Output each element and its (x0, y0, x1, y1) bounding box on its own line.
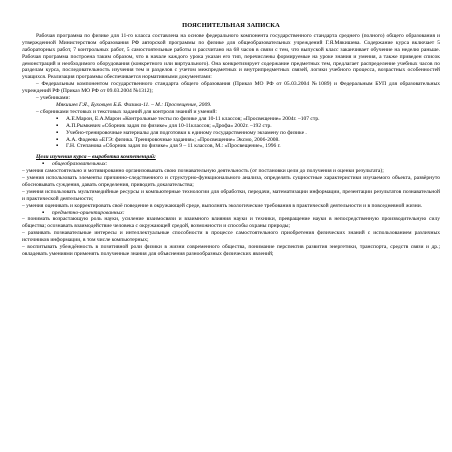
page-title: ПОЯСНИТЕЛЬНАЯ ЗАПИСКА (182, 22, 280, 29)
standard-paragraph: – Федеральным компонентом государственного стандарта общего образования (Приказ МО РФ от 05.03.2004 №1089) и Федеральным БУП для образовательных учреждений РФ (Приказ МО РФ от 09.03.2004 №1312); (22, 81, 440, 95)
list-item: ▪ Учебно-тренировочные материалы для подготовки к единому государственному экзамену по физике . (66, 130, 440, 137)
collections-label: – сборниками тестовых и текстовых заданий для контроля знаний и умений: (36, 108, 217, 115)
subject-competency: – развивать познавательные интересы и интеллектуальные способности в процессе самостоятельного приобретения физических знаний с использованием различных источников информации, в том числе компьютерных; (22, 230, 440, 244)
general-competencies-label: ▪ общеобразовательных: (22, 161, 440, 168)
list-item: ▪ А.Е.Марон, Е.А.Марон «Контрольные тесты по физике для 10-11 классов; «Просвещение» 2004г. –107 стр. (66, 116, 440, 123)
list-item: ▪ А.А. Фадеева «ЕГЭ: физика. Тренировочные задания»; «Просвещение» Эксмо, 2006-2008. (66, 137, 440, 144)
textbooks-label: – учебниками: (36, 95, 71, 102)
subject-competencies-label: ▪ предметно-ориентированных: (22, 210, 440, 217)
general-competency: – умения использовать мультимедийные ресурсы и компьютерные технологии для обработки, передачи, математизации информации, презентации результатов познавательной и практической деятельности; (22, 188, 440, 202)
collections-list (22, 116, 440, 151)
general-competency: – умения оценивать и корректировать своё поведение в окружающей среде, выполнять экологические требования в практической деятельности и в повседневной жизни. (22, 202, 423, 209)
goals-heading: Цели изучения курса – выработка компетенций: (36, 154, 156, 161)
general-competency: – умения самостоятельно и мотивированно организовывать свою познавательную деятельность (от постановки цели до получения и оценки результата); (22, 168, 384, 175)
subject-competency: – воспитывать убеждённость в позитивной роли физики в жизни современного общества, понимание перспектив развития энергетики, транспорта, средств связи и др.; овладевать умениями применять полученные знания для объяснения разнообразных физических явлений; (22, 244, 440, 257)
intro-paragraph: Рабочая программа по физике для 11-го класса составлена на основе федерального компонента государственного стандарта среднего (полного) общего образования и утвержденной Министерством образования РФ авторской программы по физике для общеобразовательных учреждений Г.Я.Мякишева. Содержание курса включает 5 лабораторных работ, 7 контрольных работ, 5 самостоятельные работы и рассчитано на 68 часов в связи с тем, что выпуской класс заканчивает обучение на неделю раньше. Рабочая программа построена таким образом, что в начале каждого урока указан его тип, перечислены формируемые на уроке знания и умения, а также приведен список демонстраций и необходимого оборудования (конкретного или виртуального). Она конкретизирует содержание предметных тем, предлагает распределение учебных часов по разделам курса, последовательность изучения тем и разделов с учетом межпредметных и внутрипредметных связей, логики учебного процесса, возрастных особенностей учащихся. Реализация программы обеспечивается нормативными документами: (22, 32, 440, 81)
general-competency: – умения использовать элементы причинно-следственного и структурно-функционального анализа, определять сущностные характеристики изучаемого объекта, развёрнуто обосновывать суждения, давать определения, приводить доказательства; (22, 175, 440, 188)
subject-competency: – понимать возрастающую роль науки, усиление взаимосвязи и взаимного влияния науки и техники, превращение науки в непосредственную производительную силу общества; осознавать взаимодействие человека с окружающей средой, возможности и способы охраны природы; (22, 216, 440, 230)
list-item: ▪ Г.Н. Степанова «Сборник задач по физике» для 9 – 11 классов, М.: «Просвещение», 1996 г. (66, 143, 440, 150)
textbook-reference: Мякишев Г.Я., Буховцев Б.Б. Физика-11. – М.: Просвещение, 2009. (56, 101, 212, 108)
list-item: ▪ А.П.Рымкевич «Сборник задач по физике» для 10-11классов; «Дрофа» 2002г. –192 стр. (66, 123, 440, 130)
